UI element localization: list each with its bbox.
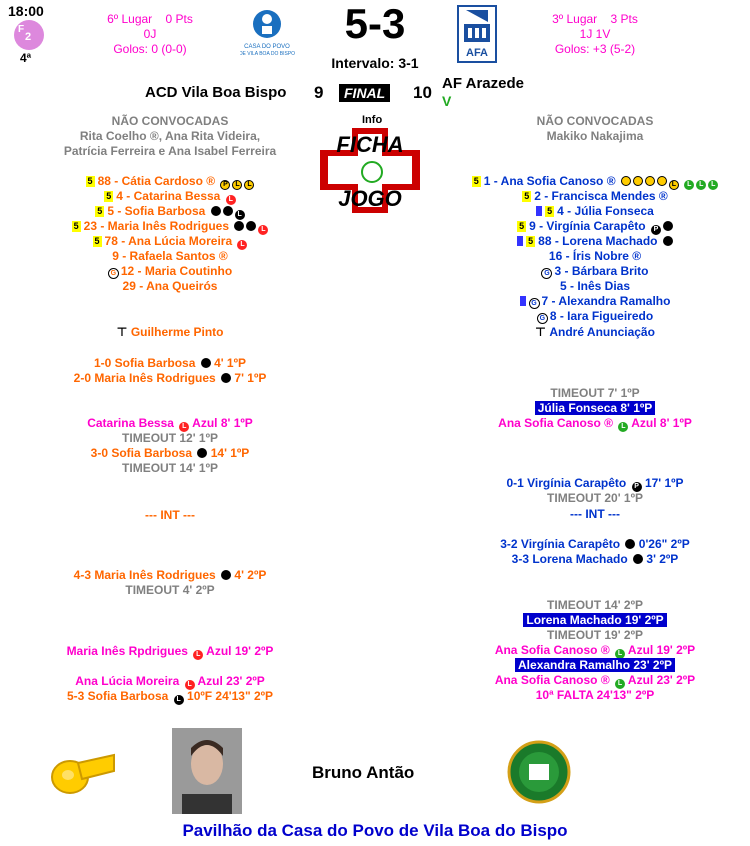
away-player-row[interactable] [440,249,750,264]
away-player-row[interactable] [440,219,750,235]
goal-icon [234,221,244,231]
away-coach-row[interactable] [440,325,750,340]
whistle-icon [48,745,118,800]
starter-badge: 5 [524,191,530,201]
event-card: Ana Sofia Canoso ® L Azul 8' 1ºP [498,416,692,430]
coach-icon: ⊤ [116,325,128,339]
goal-icon [621,176,631,186]
match-time: 18:00 [8,3,44,19]
home-club-logo [240,4,295,66]
event-blue-card: Júlia Fonseca 8' 1ºP [440,401,750,416]
home-nc-list: Rita Coelho ®, Ana Rita Videira, Patrícia Ferreira e Ana Isabel Ferreira [63,129,277,158]
player-name: 29 - Ana Queirós [122,279,218,293]
player-name: 12 - Maria Coutinho [120,264,233,278]
away-player-row[interactable] [440,279,750,294]
venue-name[interactable]: Pavilhão da Casa do Povo de Vila Boa do Bispo [182,821,568,840]
card-icon: L [237,240,247,250]
home-standing-block [80,12,220,57]
blue-card-icon [536,206,542,216]
player-name: 88 - Lorena Machado [538,234,658,248]
goal-icon: L [174,695,184,705]
goal-icon [625,539,635,549]
home-player-row[interactable] [20,189,320,205]
round-label: 4ª [20,51,32,65]
event-goal: 2-0 Maria Inês Rodrigues 7' 1ºP [73,371,267,385]
away-player-row[interactable] [440,264,750,279]
event-interval: --- INT --- [145,508,195,522]
goal-icon: L [669,180,679,190]
home-coach-row[interactable] [20,325,320,340]
event-goal: 5-3 Sofia Barbosa L 10ºF 24'13" 2ºP [66,689,274,703]
away-nc-title: NÃO CONVOCADAS [536,114,654,128]
player-name: 7 - Alexandra Ramalho [541,294,671,308]
card-icon: L [696,180,706,190]
starter-badge: 5 [106,191,112,201]
event-blue-card: Alexandra Ramalho 23' 2ºP [440,658,750,673]
goalkeeper-icon: G [529,298,540,309]
away-goals: Golos: +3 (5-2) [554,42,636,56]
away-player-row[interactable] [440,309,750,324]
away-player-row[interactable] [440,204,750,219]
coach-name: Guilherme Pinto [130,325,224,339]
goal-icon: P [632,482,642,492]
player-name: 4 - Júlia Fonseca [557,204,654,218]
goal-icon [246,221,256,231]
final-score: 5-3 [344,0,406,47]
goal-icon: L [235,210,245,220]
card-icon: L [179,422,189,432]
card-icon: L [258,225,268,235]
event-card: Ana Lúcia Moreira L Azul 23' 2ºP [75,674,265,688]
blue-card-icon [517,236,523,246]
goal-icon [201,358,211,368]
starter-badge: 5 [473,176,479,186]
starter-badge: 5 [97,206,103,216]
home-standing: 6º Lugar [107,12,153,26]
jogo-word: JOGO [338,186,402,211]
card-icon: L [193,650,203,660]
goalkeeper-icon: G [108,268,119,279]
goal-icon [633,554,643,564]
away-points: 3 Pts [610,12,638,26]
referee-photo [172,728,242,814]
card-icon: L [226,195,236,205]
goal-icon [633,176,643,186]
away-club-logo [452,4,502,66]
svg-text:DE VILA BOA DO BISPO: DE VILA BOA DO BISPO [240,51,295,57]
away-player-row[interactable] [440,189,750,204]
player-name: 9 - Virgínia Carapêto [529,219,646,233]
starter-badge: 5 [87,176,93,186]
home-fouls: 9 [314,83,324,102]
player-name: 3 - Bárbara Brito [554,264,649,278]
ficha-jogo-logo[interactable] [320,128,420,213]
event-timeout: TIMEOUT 12' 1ºP [122,431,218,445]
event-blue-card: Lorena Machado 19' 2ºP [440,613,750,628]
event-timeout: TIMEOUT 14' 1ºP [122,461,218,475]
home-nc-title: NÃO CONVOCADAS [111,114,229,128]
goal-icon [211,206,221,216]
home-goals: Golos: 0 (0-0) [113,42,187,56]
away-games: 1J 1V [579,27,611,41]
starter-badge: 5 [73,221,79,231]
event-timeout: TIMEOUT 19' 2ºP [547,628,643,642]
starter-badge: 5 [94,236,100,246]
event-card: Catarina Bessa L Azul 8' 1ºP [87,416,253,430]
interval-score: Intervalo: 3-1 [331,55,419,71]
card-icon: L [684,180,694,190]
ficha-word: FICHA [336,132,404,157]
away-not-called [440,114,750,144]
home-games: 0J [143,27,157,41]
home-player-row[interactable] [20,204,320,220]
event-interval: --- INT --- [570,507,620,521]
event-goal: 3-0 Sofia Barbosa 14' 1ºP [90,446,250,460]
association-logo [507,740,572,805]
goal-icon [663,221,673,231]
home-player-row[interactable] [20,174,320,190]
player-name: 8 - Iara Figueiredo [549,309,654,323]
goal-icon [221,373,231,383]
event-goal: 3-2 Virgínia Carapêto 0'26" 2ºP [500,537,690,551]
away-nc-list: Makiko Nakajima [546,129,644,143]
player-name: 78 - Ana Lúcia Moreira [104,234,233,248]
goalkeeper-icon: G [541,268,552,279]
card-icon: L [708,180,718,190]
home-player-row[interactable] [20,234,320,250]
home-player-row[interactable] [20,249,320,264]
card-icon: L [185,680,195,690]
player-name: 5 - Inês Dias [559,279,631,293]
info-label[interactable]: Info [362,114,383,126]
away-player-row[interactable] [440,174,750,190]
player-name: 5 - Sofia Barbosa [107,204,206,218]
home-player-row[interactable] [20,279,320,294]
home-player-row[interactable] [20,264,320,279]
player-name: 4 - Catarina Bessa [116,189,221,203]
event-timeout: TIMEOUT 20' 1ºP [547,491,643,505]
goalkeeper-icon: G [537,313,548,324]
card-icon: L [615,649,625,659]
goal-icon: L [244,180,254,190]
home-points: 0 Pts [165,12,193,26]
home-team-name[interactable]: ACD Vila Boa Bispo [145,84,287,101]
event-timeout: TIMEOUT 14' 2ºP [547,598,643,612]
player-name: 9 - Rafaela Santos ® [112,249,228,263]
player-name: 2 - Francisca Mendes ® [534,189,668,203]
blue-card-icon [520,296,526,306]
card-icon: L [615,679,625,689]
player-name: 1 - Ana Sofia Canoso ® [483,174,616,188]
away-result-tag: V [442,93,452,109]
coach-name: André Anunciação [549,325,655,339]
away-player-row[interactable] [440,294,750,309]
card-icon: L [618,422,628,432]
goal-icon [663,236,673,246]
svg-text:CASA DO POVO: CASA DO POVO [244,44,290,50]
away-player-row[interactable] [440,234,750,249]
coach-icon: ⊤ [535,325,547,339]
event-timeout: TIMEOUT 7' 1ºP [550,386,640,400]
away-team-name[interactable]: AF Arazede [442,75,524,92]
goal-icon [657,176,667,186]
event-card: Ana Sofia Canoso ® L Azul 23' 2ºP [494,673,696,687]
event-foul: 10ª FALTA 24'13" 2ºP [535,688,655,702]
svg-text:AFA: AFA [466,47,488,59]
goal-icon [223,206,233,216]
referee-name: Bruno Antão [312,763,415,782]
goal-icon [221,570,231,580]
goal-icon: P [220,180,230,190]
event-card: Maria Inês Rpdrigues L Azul 19' 2ºP [66,644,274,658]
event-goal: 1-0 Sofia Barbosa 4' 1ºP [94,356,246,370]
event-card: Ana Sofia Canoso ® L Azul 19' 2ºP [494,643,696,657]
event-timeout: TIMEOUT 4' 2ºP [125,583,215,597]
away-standing: 3º Lugar [552,12,598,26]
starter-badge: 5 [519,221,525,231]
event-goal: 0-1 Virgínia Carapêto P 17' 1ºP [506,476,684,490]
competition-badge-icon: F 2 [14,20,44,50]
home-player-row[interactable] [20,219,320,235]
player-name: 23 - Maria Inês Rodrigues [83,219,230,233]
away-standing-block [525,12,665,57]
goal-icon: L [232,180,242,190]
match-status-badge: FINAL [339,84,390,102]
goal-icon [645,176,655,186]
player-name: 16 - Íris Nobre ® [548,249,642,263]
home-not-called [20,114,320,159]
goal-icon: P [651,225,661,235]
event-goal: 3-3 Lorena Machado 3' 2ºP [511,552,679,566]
player-name: 88 - Cátia Cardoso ® [97,174,216,188]
starter-badge: 5 [528,236,534,246]
starter-badge: 5 [547,206,553,216]
event-goal: 4-3 Maria Inês Rodrigues 4' 2ºP [73,568,267,582]
away-fouls: 10 [413,83,432,102]
goal-icon [197,448,207,458]
